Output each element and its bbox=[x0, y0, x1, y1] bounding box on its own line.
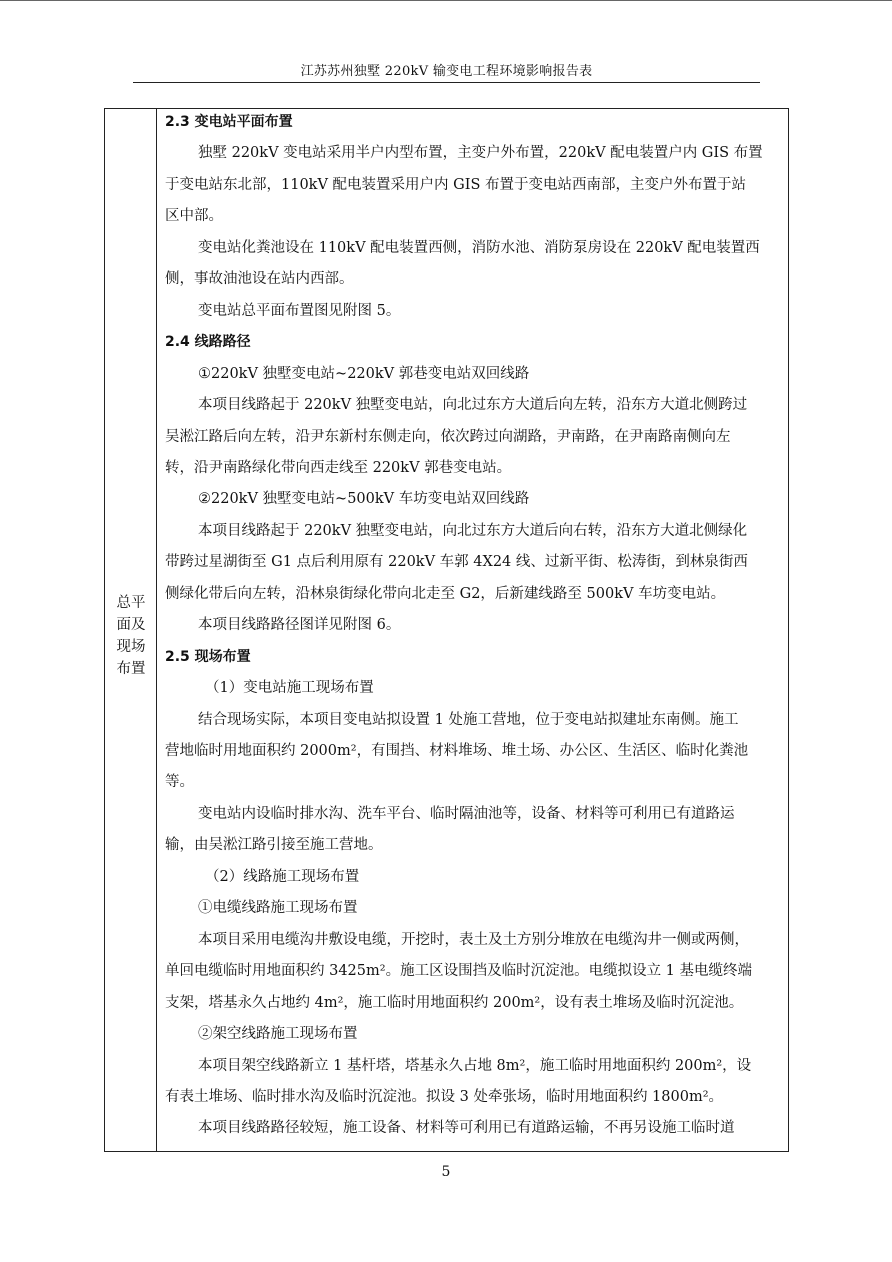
page-number: 5 bbox=[441, 1164, 451, 1180]
paragraph-line: ①电缆线路施工现场布置 bbox=[198, 900, 358, 917]
paragraph-line: 支架，塔基永久占地约 4m²，施工临时用地面积约 200m²，设有表土堆场及临时沉淀池。 bbox=[165, 994, 744, 1011]
paragraph-line: ②220kV 独墅变电站~500kV 车坊变电站双回线路 bbox=[198, 491, 530, 508]
row-label-line: 面及 bbox=[116, 617, 146, 633]
paragraph-line: （1）变电站施工现场布置 bbox=[205, 680, 374, 697]
paragraph-line: 输，由吴淞江路引接至施工营地。 bbox=[165, 837, 383, 854]
row-label bbox=[111, 592, 151, 680]
paragraph-line: 本项目线路路径较短，施工设备、材料等可利用已有道路运输，不再另设施工临时道 bbox=[198, 1120, 735, 1137]
paragraph-line: 营地临时用地面积约 2000m²，有围挡、材料堆场、堆土场、办公区、生活区、临时化粪池 bbox=[165, 743, 749, 759]
paragraph-line: 变电站化粪池设在 110kV 配电装置西侧，消防水池、消防泵房设在 220kV 配电装置西 bbox=[198, 239, 760, 256]
paragraph-line: 本项目采用电缆沟井敷设电缆，开挖时，表土及土方别分堆放在电缆沟井一侧或两侧， bbox=[198, 931, 749, 948]
form-table bbox=[104, 108, 789, 1152]
paragraph-line: 转，沿尹南路绿化带向西走线至 220kV 郭巷变电站。 bbox=[165, 459, 512, 476]
paragraph-line: 本项目线路起于 220kV 独墅变电站，向北过东方大道后向右转，沿东方大道北侧绿化 bbox=[198, 522, 748, 539]
row-label-cell bbox=[105, 109, 157, 1151]
paragraph-line: 本项目线路路径图详见附图 6。 bbox=[198, 617, 401, 634]
paragraph-line: 变电站内设临时排水沟、洗车平台、临时隔油池等，设备、材料等可利用已有道路运 bbox=[198, 805, 735, 822]
running-header-title: 江苏苏州独墅 220kV 输变电工程环境影响报告表 bbox=[300, 64, 593, 79]
paragraph-line: ②架空线路施工现场布置 bbox=[198, 1026, 358, 1043]
paragraph-line: 结合现场实际，本项目变电站拟设置 1 处施工营地，位于变电站拟建址东南侧。施工 bbox=[198, 711, 739, 728]
paragraph-line: 区中部。 bbox=[165, 208, 223, 225]
paragraph-line: ①220kV 独墅变电站~220kV 郭巷变电站双回线路 bbox=[198, 365, 530, 382]
paragraph-line: 吴淞江路后向左转，沿尹东新村东侧走向，依次跨过向湖路，尹南路，在尹南路南侧向左 bbox=[165, 428, 731, 445]
paragraph-line: （2）线路施工现场布置 bbox=[205, 868, 360, 885]
top-border-rule bbox=[0, 0, 892, 1]
paragraph-line: 独墅 220kV 变电站采用半户内型布置，主变户外布置，220kV 配电装置户内 GIS 布置 bbox=[198, 145, 763, 162]
paragraph-line: 本项目架空线路新立 1 基杆塔，塔基永久占地 8m²，施工临时用地面积约 200m²，设 bbox=[198, 1057, 752, 1074]
paragraph-line: 本项目线路起于 220kV 独墅变电站，向北过东方大道后向左转，沿东方大道北侧跨过 bbox=[198, 397, 748, 414]
paragraph-line: 侧，事故油池设在站内西部。 bbox=[165, 271, 354, 288]
row-label-line: 布置 bbox=[116, 661, 146, 677]
header-rule bbox=[133, 82, 760, 83]
section-heading: 2.5 现场布置 bbox=[165, 648, 251, 665]
section-heading: 2.4 线路路径 bbox=[165, 334, 251, 351]
paragraph-line: 等。 bbox=[165, 774, 194, 791]
section-heading: 2.3 变电站平面布置 bbox=[165, 114, 293, 130]
paragraph-line: 于变电站东北部，110kV 配电装置采用户内 GIS 布置于变电站西南部，主变户外布置于站 bbox=[165, 176, 747, 193]
paragraph-line: 有表土堆场、临时排水沟及临时沉淀池。拟设 3 处牵张场，临时用地面积约 1800m²。 bbox=[165, 1088, 724, 1105]
paragraph-line: 侧绿化带后向左转，沿林泉街绿化带向北走至 G2，后新建线路至 500kV 车坊变电站。 bbox=[165, 585, 726, 602]
paragraph-line: 单回电缆临时用地面积约 3425m²。施工区设围挡及临时沉淀池。电缆拟设立 1 基电缆终端 bbox=[165, 963, 753, 980]
row-label-line: 总平 bbox=[116, 595, 146, 611]
paragraph-line: 变电站总平面布置图见附图 5。 bbox=[198, 302, 401, 319]
row-label-line: 现场 bbox=[116, 639, 146, 655]
paragraph-line: 带跨过星湖街至 G1 点后利用原有 220kV 车郭 4X24 线、过新平街、松涛街，到林泉街西 bbox=[165, 554, 748, 571]
